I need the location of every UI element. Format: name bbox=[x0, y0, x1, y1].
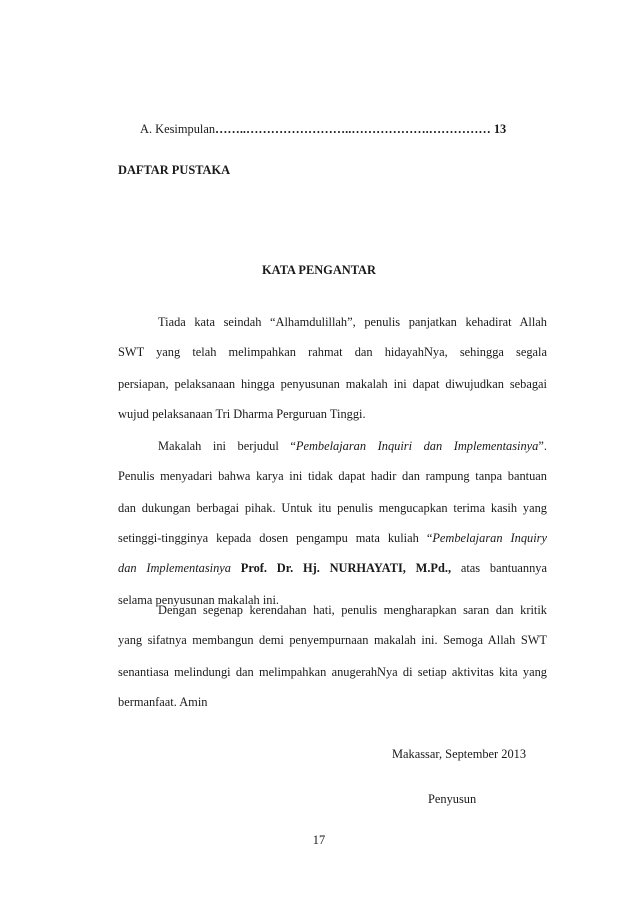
text-line: Penulis menyadari bahwa karya ini tidak dapat hadir dan rampung tanpa bantuan bbox=[118, 469, 547, 483]
text-line: selama penyusunan makalah ini. bbox=[118, 593, 280, 607]
signature-place-date: Makassar, September 2013 bbox=[392, 747, 527, 761]
page-title: KATA PENGANTAR bbox=[262, 263, 376, 277]
page-number: 17 bbox=[312, 833, 326, 847]
text-line: dan dukungan berbagai pihak. Untuk itu penulis mengucapkan terima kasih yang bbox=[118, 501, 547, 515]
toc-entry-label: A. Kesimpulan bbox=[140, 122, 216, 136]
text-segment: setinggi-tingginya kepada dosen pengampu mata kuliah “ bbox=[118, 531, 433, 545]
text-line: bermanfaat. Amin bbox=[118, 695, 208, 709]
lecturer-name: Prof. Dr. Hj. NURHAYATI, M.Pd., bbox=[240, 561, 452, 575]
text-segment: ”. bbox=[538, 439, 547, 453]
toc-entry-page: 13 bbox=[493, 122, 507, 136]
text-line: senantiasa melindungi dan melimpahkan anugerahNya di setiap aktivitas kita yang bbox=[118, 665, 547, 679]
text-segment: atas bantuannya bbox=[460, 561, 547, 575]
text-line: Dengan segenap kerendahan hati, penulis mengharapkan saran dan kritik bbox=[158, 603, 547, 617]
signature-author: Penyusun bbox=[428, 792, 477, 806]
text-line: SWT yang telah melimpahkan rahmat dan hidayahNya, sehingga segala bbox=[118, 345, 547, 359]
toc-entry-leader-dots: ……..……………………..……………….…………… bbox=[215, 122, 491, 136]
text-line: Tiada kata seindah “Alhamdulillah”, penulis panjatkan kehadirat Allah bbox=[158, 315, 547, 329]
text-line: wujud pelaksanaan Tri Dharma Perguruan Tinggi. bbox=[118, 407, 366, 421]
text-italic: Pembelajaran Inquiry bbox=[432, 531, 548, 545]
text-line: yang sifatnya membangun demi penyempurnaan makalah ini. Semoga Allah SWT bbox=[118, 633, 547, 647]
text-line: persiapan, pelaksanaan hingga penyusunan makalah ini dapat diwujudkan sebagai bbox=[118, 377, 547, 391]
text-segment: Makalah ini berjudul “ bbox=[158, 439, 296, 453]
text-line bbox=[118, 558, 547, 578]
text-italic: dan Implementasinya bbox=[118, 561, 231, 575]
toc-entry-kesimpulan bbox=[140, 122, 506, 137]
text-line bbox=[158, 436, 547, 456]
text-line bbox=[118, 528, 547, 548]
toc-daftar-pustaka: DAFTAR PUSTAKA bbox=[118, 163, 231, 177]
text-italic: Pembelajaran Inquiri dan Implementasinya bbox=[295, 439, 539, 453]
